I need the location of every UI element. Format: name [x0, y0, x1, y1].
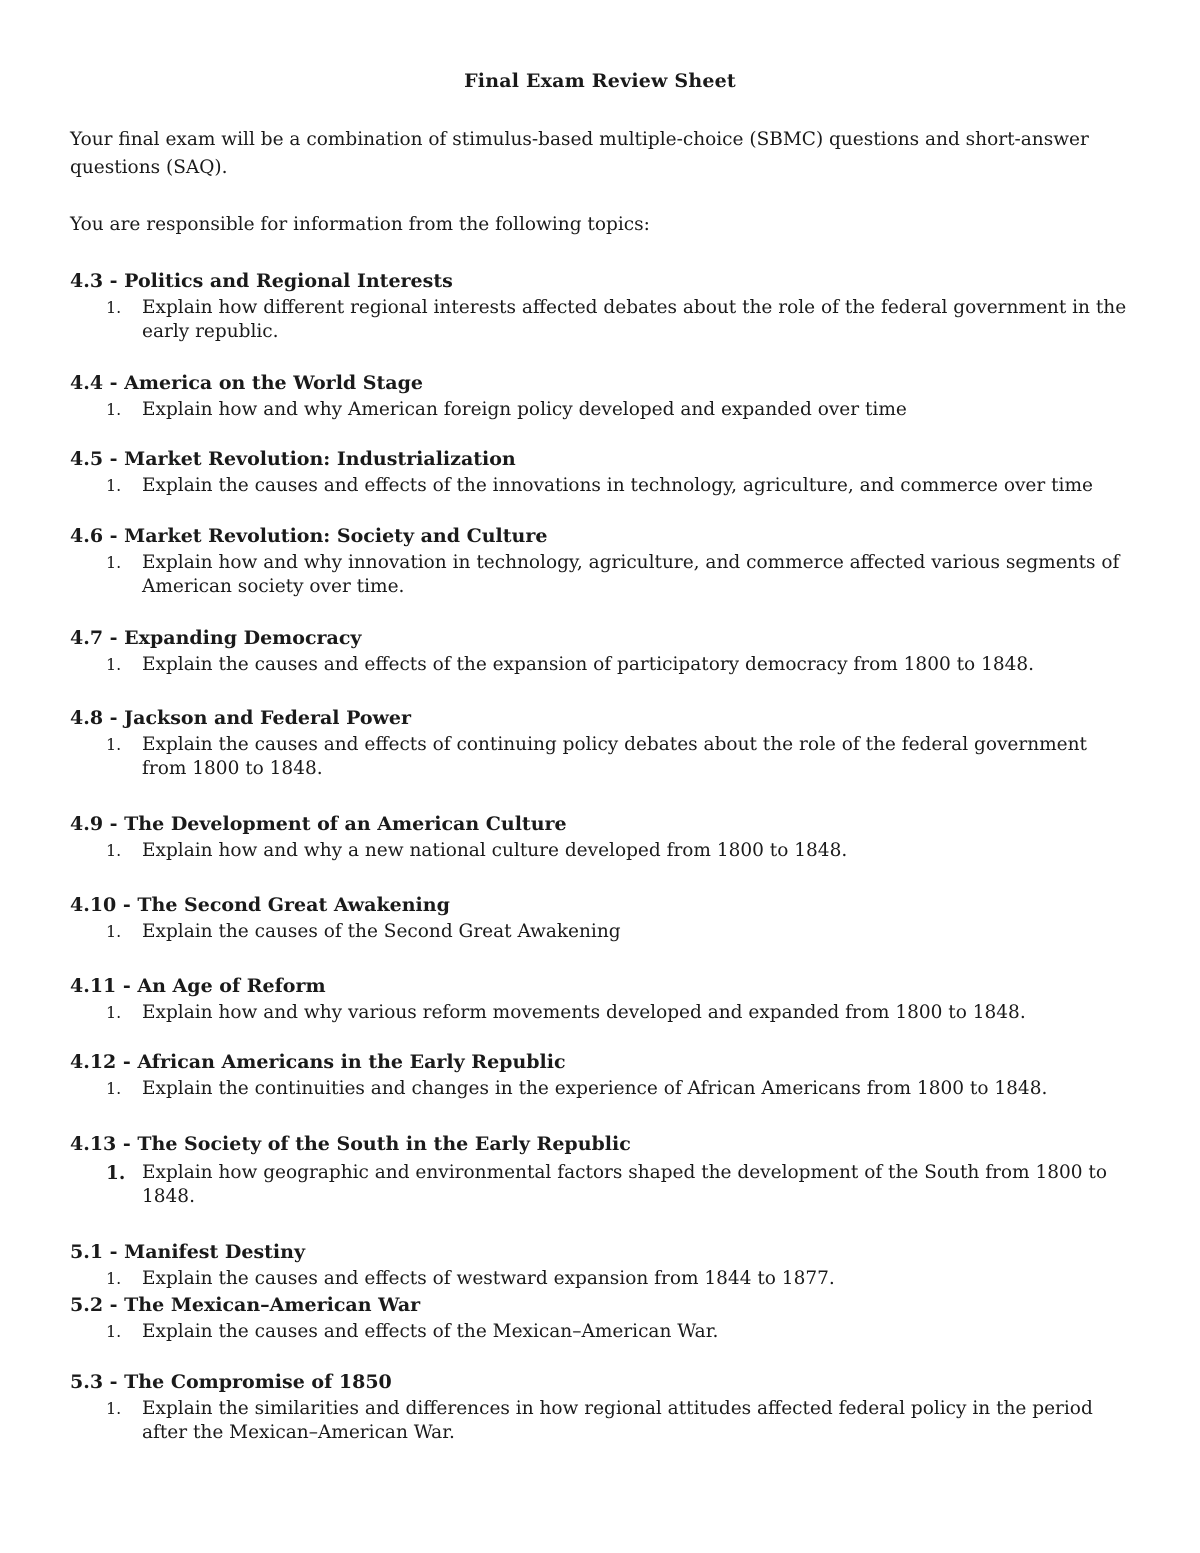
topic-objective: [70, 1161, 1132, 1209]
topic-objective: [70, 1077, 1132, 1101]
list-number: 1.: [106, 1003, 122, 1022]
objective-text: Explain the causes and effects of continuing policy debates about the role of the federal government from 1800 to 1848.: [142, 734, 1087, 779]
topic-4-12: [70, 1049, 1150, 1101]
objective-text: Explain the causes and effects of the innovations in technology, agriculture, and commerce over time: [142, 475, 1093, 496]
topic-heading: 4.13 - The Society of the South in the Early Republic: [70, 1133, 631, 1155]
topic-objective: [70, 1397, 1132, 1445]
topic-heading: 4.11 - An Age of Reform: [70, 975, 326, 997]
list-number: 1.: [106, 400, 122, 419]
list-number: 1.: [106, 655, 122, 674]
list-number: 1.: [106, 922, 122, 941]
topic-5-1: [70, 1239, 1150, 1291]
list-number: 1.: [106, 1079, 122, 1098]
topic-heading: 4.5 - Market Revolution: Industrialization: [70, 448, 516, 470]
topic-objective: [70, 839, 1132, 863]
topic-objective: [70, 474, 1132, 498]
topic-5-2: [70, 1292, 1150, 1344]
responsible-paragraph: You are responsible for information from the following topics:: [70, 214, 650, 235]
objective-text: Explain how and why a new national culture developed from 1800 to 1848.: [142, 840, 848, 861]
topic-5-3: [70, 1369, 1150, 1445]
topic-4-7: [70, 625, 1150, 677]
topic-heading: 4.3 - Politics and Regional Interests: [70, 270, 453, 292]
list-number: 1.: [106, 1269, 122, 1288]
topic-objective: [70, 920, 1132, 944]
topic-heading: 5.1 - Manifest Destiny: [70, 1241, 306, 1263]
topic-4-6: [70, 523, 1150, 599]
topic-4-3: [70, 268, 1150, 344]
list-number: 1.: [106, 553, 122, 572]
topic-objective: [70, 296, 1132, 344]
list-number: 1.: [106, 298, 122, 317]
topic-heading: 4.12 - African Americans in the Early Republic: [70, 1051, 566, 1073]
topic-heading: 5.2 - The Mexican–American War: [70, 1294, 421, 1316]
list-number: 1.: [106, 476, 122, 495]
list-number: 1.: [106, 1163, 126, 1184]
list-number: 1.: [106, 841, 122, 860]
topic-4-9: [70, 811, 1150, 863]
intro-paragraph: Your final exam will be a combination of stimulus-based multiple-choice (SBMC) questions and short-answer questions (SAQ).: [70, 129, 1089, 178]
objective-text: Explain how different regional interests affected debates about the role of the federal government in the early republic.: [142, 297, 1127, 342]
topic-objective: [70, 551, 1132, 599]
list-number: 1.: [106, 1399, 122, 1418]
topic-4-13: [70, 1131, 1150, 1209]
topic-objective: [70, 398, 1132, 422]
objective-text: Explain the causes and effects of the expansion of participatory democracy from 1800 to 1848.: [142, 654, 1035, 675]
objective-text: Explain how and why innovation in technology, agriculture, and commerce affected various segments of American society over time.: [142, 552, 1120, 597]
list-number: 1.: [106, 1322, 122, 1341]
topic-objective: [70, 1001, 1132, 1025]
topic-heading: 5.3 - The Compromise of 1850: [70, 1371, 392, 1393]
topic-heading: 4.9 - The Development of an American Culture: [70, 813, 567, 835]
topic-heading: 4.6 - Market Revolution: Society and Culture: [70, 525, 548, 547]
objective-text: Explain how and why various reform movements developed and expanded from 1800 to 1848.: [142, 1002, 1026, 1023]
topic-4-4: [70, 370, 1150, 422]
topic-objective: [70, 653, 1132, 677]
topic-heading: 4.8 - Jackson and Federal Power: [70, 707, 411, 729]
objective-text: Explain the causes and effects of the Mexican–American War.: [142, 1321, 719, 1342]
objective-text: Explain the causes of the Second Great Awakening: [142, 921, 621, 942]
objective-text: Explain the causes and effects of westward expansion from 1844 to 1877.: [142, 1268, 835, 1289]
topic-4-11: [70, 973, 1150, 1025]
list-number: 1.: [106, 735, 122, 754]
topic-objective: [70, 733, 1132, 781]
page-title: Final Exam Review Sheet: [464, 70, 736, 92]
topic-objective: [70, 1320, 1132, 1344]
topic-heading: 4.10 - The Second Great Awakening: [70, 894, 450, 916]
objective-text: Explain how and why American foreign policy developed and expanded over time: [142, 399, 907, 420]
topic-heading: 4.7 - Expanding Democracy: [70, 627, 362, 649]
objective-text: Explain how geographic and environmental factors shaped the development of the South from 1800 to 1848.: [142, 1162, 1107, 1207]
objective-text: Explain the similarities and differences in how regional attitudes affected federal policy in the period after the Mexican–American War.: [142, 1398, 1093, 1443]
topic-4-5: [70, 446, 1150, 498]
objective-text: Explain the continuities and changes in the experience of African Americans from 1800 to 1848.: [142, 1078, 1048, 1099]
topic-4-10: [70, 892, 1150, 944]
topic-heading: 4.4 - America on the World Stage: [70, 372, 423, 394]
topic-objective: [70, 1267, 1132, 1291]
topic-4-8: [70, 705, 1150, 781]
